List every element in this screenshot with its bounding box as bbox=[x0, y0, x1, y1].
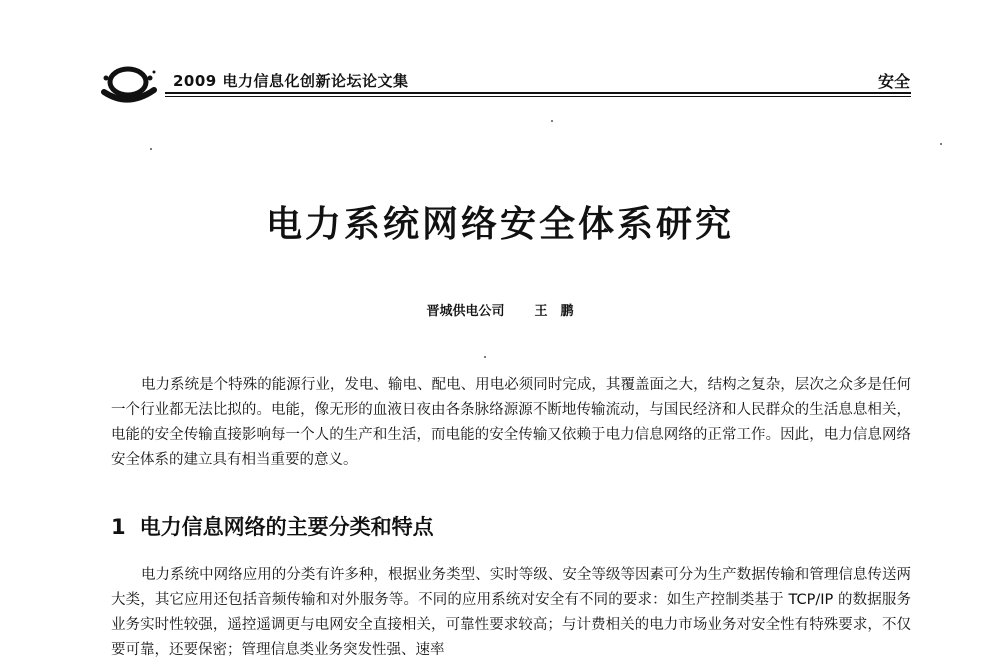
intro-text: 电力系统是个特殊的能源行业，发电、输电、配电、用电必须同时完成，其覆盖面之大，结构之复杂，层次之众多是任何一个行业都无法比拟的。电能，像无形的血液日夜由各条脉络源源不断地传输流动，与国民经济和人民群众的生活息息相关，电能的安全传输直接影响每一个人的生产和生活，而电能的安全传输又依赖于电力信息网络的正常工作。因此，电力信息网络安全体系的建立具有相当重要的意义。 bbox=[111, 377, 911, 468]
author-name: 王 鹏 bbox=[534, 304, 574, 319]
section-title: 电力信息网络的主要分类和特点 bbox=[139, 515, 434, 539]
section-label: 安全 bbox=[877, 72, 910, 91]
section-number: 1 bbox=[111, 515, 126, 539]
byline bbox=[0, 300, 1000, 319]
section-heading bbox=[111, 511, 434, 541]
scan-speck bbox=[150, 148, 152, 150]
scan-speck bbox=[484, 356, 486, 358]
intro-paragraph bbox=[111, 373, 911, 473]
scan-speck bbox=[551, 120, 553, 122]
paper-title: 电力系统网络安全体系研究 bbox=[265, 204, 734, 245]
journal-title: 2009 电力信息化创新论坛论文集 bbox=[173, 72, 409, 90]
header-rule-thin bbox=[165, 96, 911, 97]
author-affiliation: 晋城供电公司 bbox=[426, 304, 505, 319]
ring-logo-icon bbox=[98, 58, 160, 104]
scan-speck bbox=[940, 143, 942, 145]
header-rule bbox=[165, 92, 911, 94]
section-body-text: 电力系统中网络应用的分类有许多种，根据业务类型、实时等级、安全等级等因素可分为生产数据传输和管理信息传送两大类，其它应用还包括音频传输和对外服务等。不同的应用系统对安全有不同的要求：如生产控制类基于 TCP/IP 的数据服务业务实时性较强，遥控遥调更与电网安全直接相关，可靠性要求较高；与计费相关的电力市场业务对安全性有特殊要求，不仅要可靠，还要保密；管理信息类业务突发性强、速率 bbox=[111, 567, 911, 658]
section-body-paragraph bbox=[111, 563, 911, 663]
